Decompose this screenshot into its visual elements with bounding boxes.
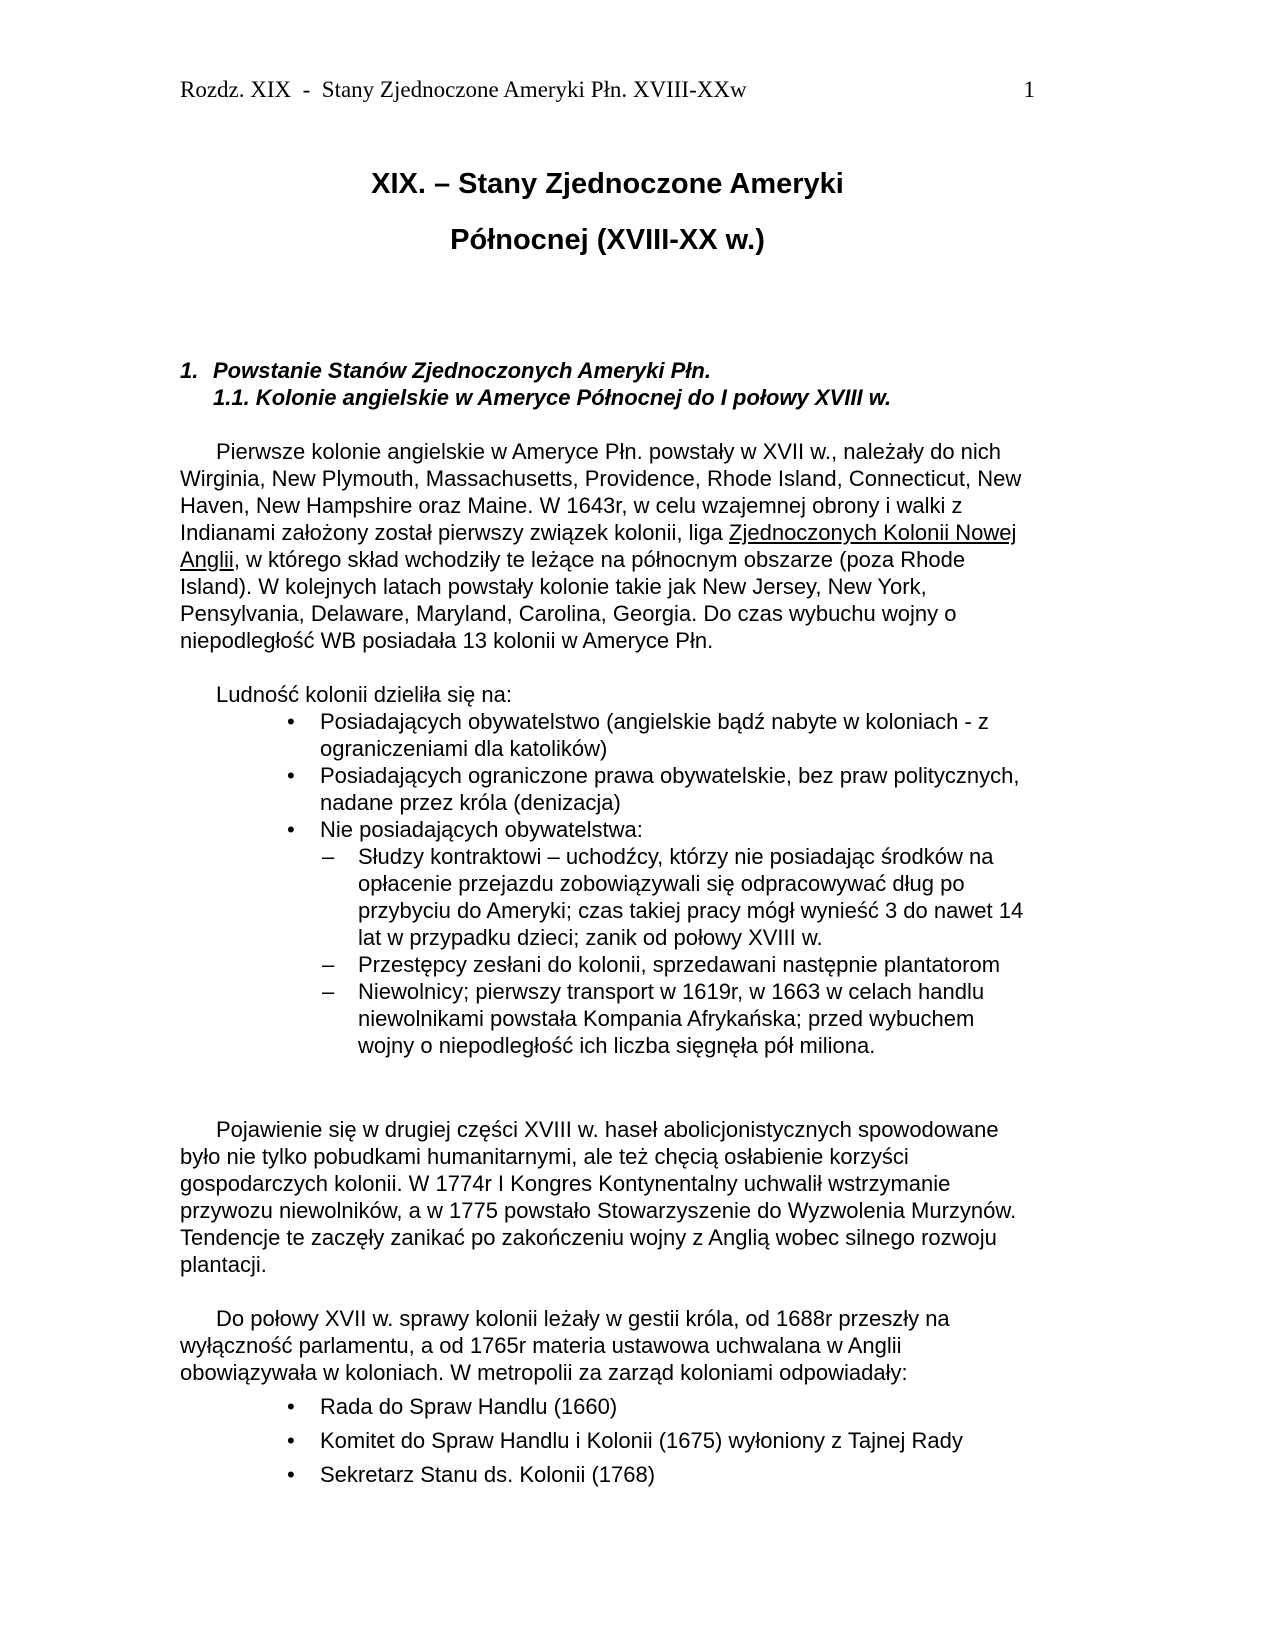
- bullet-icon: •: [287, 817, 295, 842]
- document-title-line2: Północnej (XVIII-XX w.): [450, 224, 765, 256]
- paragraph-colonial-administration: Do połowy XVII w. sprawy kolonii leżały w gestii króla, od 1688r przeszły na wyłączność parlamentu, a od 1765r materia ustawowa uchwalana w Anglii obowiązywała w koloniach. W metropolii za zarząd koloniami odpowiadały:: [180, 1306, 950, 1385]
- section-number: 1.: [180, 358, 199, 383]
- dash-icon: –: [322, 844, 335, 869]
- list-item-text: Rada do Spraw Handlu (1660): [320, 1394, 618, 1419]
- list-item-text: Nie posiadających obywatelstwa:: [320, 817, 643, 842]
- bullet-icon: •: [287, 1462, 295, 1487]
- list-item-text: Przestępcy zesłani do kolonii, sprzedawani następnie plantatorom: [358, 952, 1001, 977]
- underlined-league-name: Zjednoczonych Kolonii Nowej Anglii: [180, 520, 1017, 572]
- paragraph-first-colonies: [180, 438, 1035, 654]
- list-item: [180, 816, 1035, 843]
- list-item: [180, 1427, 1035, 1454]
- dash-icon: –: [322, 979, 335, 1004]
- page-header: [180, 76, 1035, 103]
- paragraph-abolitionism: Pojawienie się w drugiej części XVIII w. haseł abolicjonistycznych spowodowane było nie tylko pobudkami humanitarnymi, ale też chęcią osłabienie korzyści gospodarczych kolonii. W 1774r I Kongres Kontynentalny uchwalił wstrzymanie przywozu niewolników, a w 1775 powstało Stowarzyszenie do Wyzwolenia Murzynów. Tendencje te zaczęły zanikać po zakończeniu wojny z Anglią wobec silnego rozwoju plantacji.: [180, 1117, 1017, 1277]
- list-item: [180, 1393, 1035, 1420]
- list-item: [180, 843, 1035, 951]
- list-item: [180, 978, 1035, 1059]
- section-heading: [180, 357, 1035, 384]
- bullet-icon: •: [287, 1394, 295, 1419]
- paragraph-text-after: , w którego skład wchodziły te leżące na północnym obszarze (poza Rhode Island). W kolejnych latach powstały kolonie takie jak New Jersey, New York, Pensylvania, Delaware, Maryland, Carolina, Georgia. Do czas wybuchu wojny o niepodległość WB posiadała 13 kolonii w Ameryce Płn.: [180, 547, 966, 653]
- list-item: [180, 951, 1035, 978]
- paragraph-population-intro: Ludność kolonii dzieliła się na:: [216, 682, 512, 707]
- document-title: [180, 167, 1035, 257]
- list-item-text: Komitet do Spraw Handlu i Kolonii (1675) wyłoniony z Tajnej Rady: [320, 1428, 963, 1453]
- paragraph-text-before: Pierwsze kolonie angielskie w Ameryce Płn. powstały w XVII w., należały do nich Wirginia, New Plymouth, Massachusetts, Providence, Rhode Island, Connecticut, New Haven, New Hampshire oraz Maine. W 1643r, w celu wzajemnej obrony i walki z Indianami założony został pierwszy związek kolonii, liga: [180, 439, 1022, 545]
- bullet-icon: •: [287, 763, 295, 788]
- paragraph-spacer: [180, 1059, 1035, 1089]
- list-item-text: Słudzy kontraktowi – uchodźcy, którzy nie posiadając środków na opłacenie przejazdu zobowiązywali się odpracowywać dług po przybyciu do Ameryki; czas takiej pracy mógł wynieść 3 do nawet 14 lat w przypadku dzieci; zanik od połowy XVIII w.: [358, 844, 1024, 950]
- list-item-text: Posiadających obywatelstwo (angielskie bądź nabyte w koloniach - z ograniczeniami dla katolików): [320, 709, 989, 761]
- document-title-line1: XIX. – Stany Zjednoczone Ameryki: [371, 168, 844, 200]
- header-page-number: 1: [1023, 77, 1035, 102]
- subsection-heading: 1.1. Kolonie angielskie w Ameryce Północnej do I połowy XVIII w.: [213, 385, 892, 410]
- list-item: [180, 708, 1035, 762]
- list-item-text: Posiadających ograniczone prawa obywatelskie, bez praw politycznych, nadane przez króla (denizacja): [320, 763, 1020, 815]
- bullet-icon: •: [287, 1428, 295, 1453]
- header-running-title: Rozdz. XIX - Stany Zjednoczone Ameryki Płn. XVIII-XXw: [180, 77, 747, 102]
- list-item: [180, 1461, 1035, 1488]
- list-item-text: Niewolnicy; pierwszy transport w 1619r, w 1663 w celach handlu niewolnikami powstała Kompania Afrykańska; przed wybuchem wojny o niepodległość ich liczba sięgnęła pół miliona.: [358, 979, 985, 1058]
- list-item-text: Sekretarz Stanu ds. Kolonii (1768): [320, 1462, 656, 1487]
- dash-icon: –: [322, 952, 335, 977]
- bullet-icon: •: [287, 709, 295, 734]
- list-item: [180, 762, 1035, 816]
- section-heading-text: Powstanie Stanów Zjednoczonych Ameryki Płn.: [213, 358, 711, 383]
